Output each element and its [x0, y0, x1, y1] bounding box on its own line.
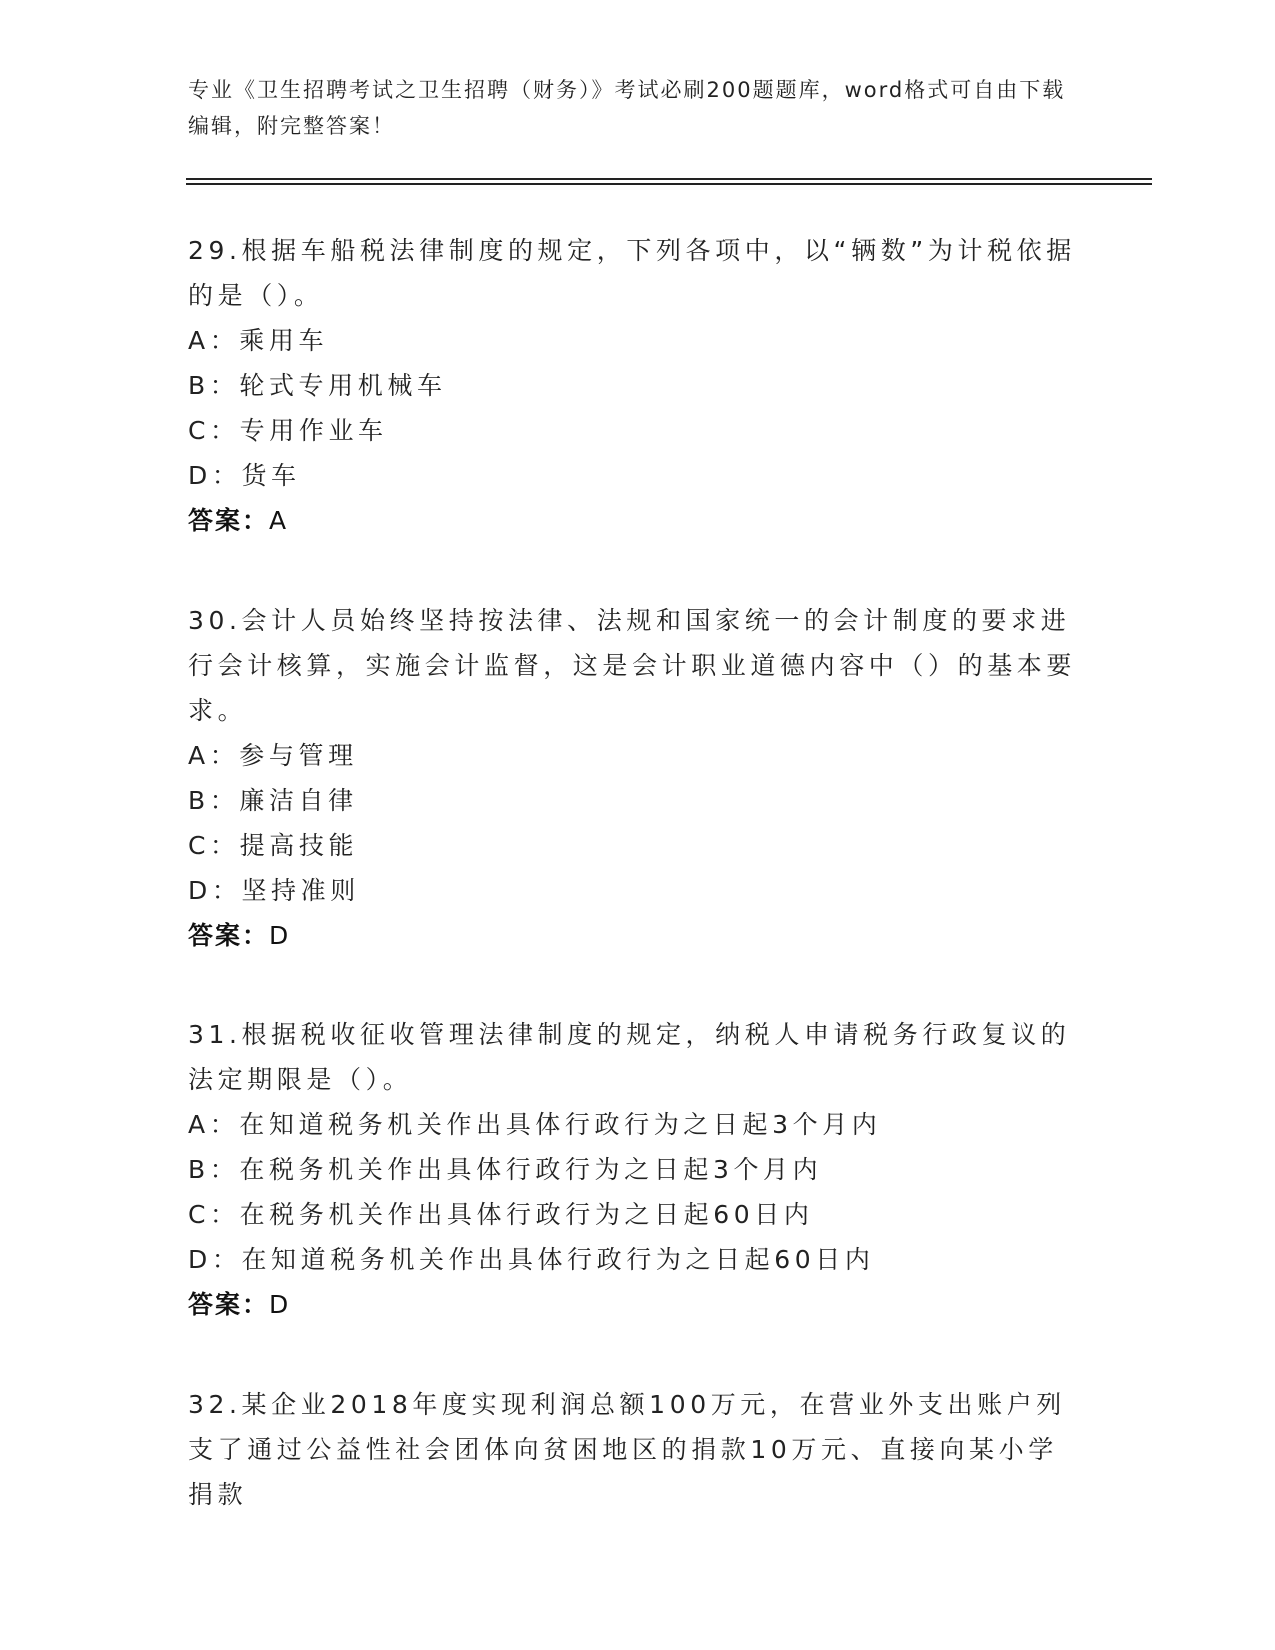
question-30 — [188, 598, 1078, 958]
answer-line — [188, 913, 1078, 958]
answer-line — [188, 498, 1078, 543]
question-29 — [188, 228, 1078, 543]
option-d: D：坚持准则 — [188, 876, 360, 905]
question-stem: 31.根据税收征收管理法律制度的规定，纳税人申请税务行政复议的法定期限是（）。 — [188, 1020, 1071, 1094]
question-31 — [188, 1012, 1078, 1327]
answer-value: A — [269, 506, 289, 535]
option-a: A：乘用车 — [188, 326, 329, 355]
option-a: A：在知道税务机关作出具体行政行为之日起3个月内 — [188, 1110, 882, 1139]
answer-value: D — [269, 1290, 291, 1319]
question-stem: 32.某企业2018年度实现利润总额100万元，在营业外支出账户列支了通过公益性社会团体向贫困地区的捐款10万元、直接向某小学捐款 — [188, 1390, 1066, 1509]
question-32 — [188, 1382, 1078, 1517]
option-a: A：参与管理 — [188, 741, 358, 770]
option-b: B：在税务机关作出具体行政行为之日起3个月内 — [188, 1155, 823, 1184]
answer-label: 答案： — [188, 506, 270, 535]
answer-label: 答案： — [188, 1290, 270, 1319]
question-stem: 30.会计人员始终坚持按法律、法规和国家统一的会计制度的要求进行会计核算，实施会计监督，这是会计职业道德内容中（）的基本要求。 — [188, 606, 1077, 725]
option-d: D：在知道税务机关作出具体行政行为之日起60日内 — [188, 1245, 875, 1274]
answer-label: 答案： — [188, 921, 270, 950]
option-c: C：在税务机关作出具体行政行为之日起60日内 — [188, 1200, 814, 1229]
header-divider-bottom — [186, 183, 1152, 185]
answer-line — [188, 1282, 1078, 1327]
answer-value: D — [269, 921, 291, 950]
header-divider-top — [186, 178, 1152, 180]
option-c: C：专用作业车 — [188, 416, 388, 445]
option-b: B：轮式专用机械车 — [188, 371, 447, 400]
option-b: B：廉洁自律 — [188, 786, 358, 815]
question-stem: 29.根据车船税法律制度的规定，下列各项中，以“辆数”为计税依据的是（）。 — [188, 236, 1076, 310]
document-header: 专业《卫生招聘考试之卫生招聘（财务）》考试必刷200题题库，word格式可自由下载编辑，附完整答案！ — [188, 78, 1066, 138]
option-c: C：提高技能 — [188, 831, 359, 860]
option-d: D：货车 — [188, 461, 301, 490]
